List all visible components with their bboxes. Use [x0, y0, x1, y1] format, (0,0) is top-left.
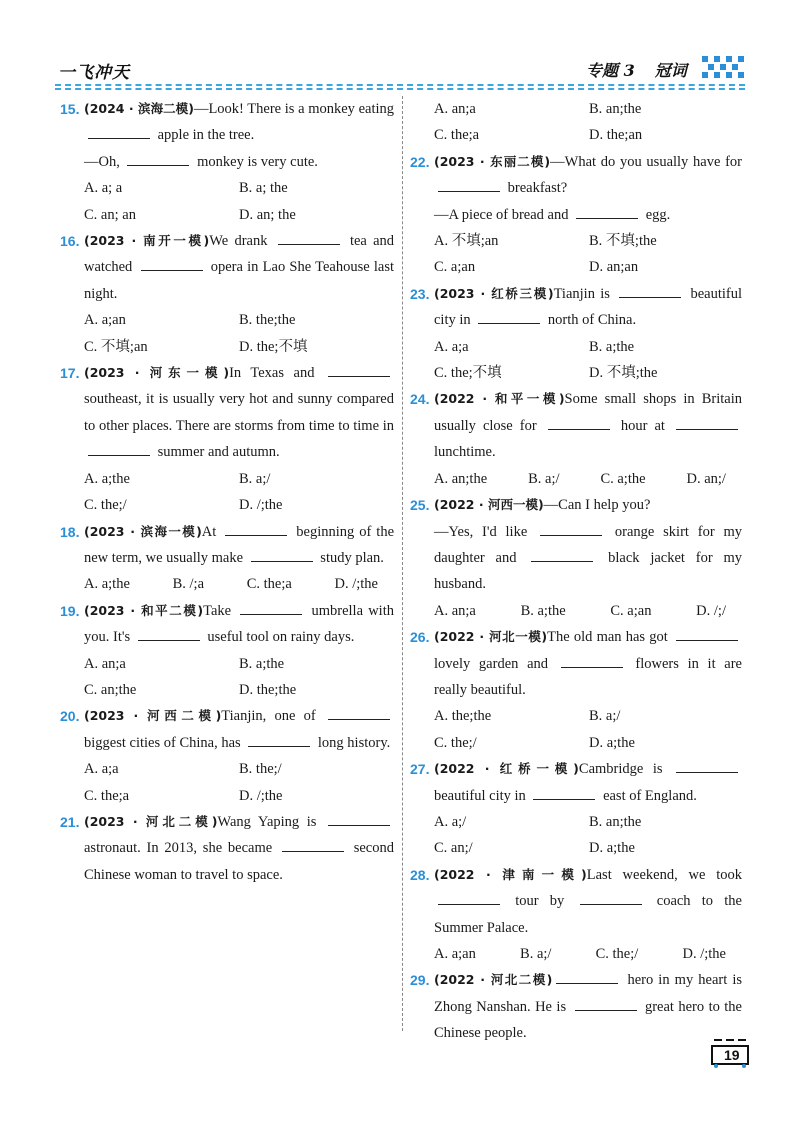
- option[interactable]: D. /;the: [239, 497, 283, 514]
- question-source: (2023 · 东丽二模): [434, 153, 551, 169]
- question: [60, 519, 394, 572]
- question-source: (2022 · 河北一模): [434, 629, 548, 645]
- question-text: egg.: [642, 206, 671, 223]
- question-text: Last weekend, we took: [586, 866, 742, 883]
- question-number: 25.: [410, 497, 430, 514]
- option[interactable]: C. the;不填: [434, 365, 502, 382]
- question: [410, 624, 742, 703]
- question-text: hero in my heart is Zhong Nanshan. He is: [434, 972, 742, 1015]
- option[interactable]: A. the;the: [434, 708, 492, 725]
- answer-blank[interactable]: [278, 230, 340, 245]
- question: [410, 386, 742, 465]
- answer-blank[interactable]: [141, 256, 203, 271]
- option[interactable]: D. 不填;the: [589, 365, 658, 382]
- option[interactable]: A. a;a: [84, 761, 119, 778]
- option[interactable]: A. a;the: [84, 576, 130, 593]
- option[interactable]: C. an; an: [84, 206, 136, 223]
- option[interactable]: C. a;an: [610, 602, 652, 619]
- answer-blank[interactable]: [575, 996, 637, 1011]
- topic-number: 专题 3: [586, 61, 635, 80]
- question-text: beginning of the new term, we usually make: [84, 523, 395, 566]
- question-source: (2023 · 河东一模): [84, 365, 230, 381]
- question-text: long history.: [314, 734, 391, 751]
- question-text: monkey is very cute.: [193, 153, 318, 170]
- answer-blank[interactable]: [548, 415, 610, 430]
- option[interactable]: B. an;the: [589, 813, 642, 830]
- options: [60, 466, 394, 519]
- question-text: north of China.: [544, 312, 637, 329]
- answer-blank[interactable]: [240, 600, 302, 615]
- option[interactable]: C. a;an: [434, 259, 476, 276]
- option[interactable]: B. a;the: [589, 338, 635, 355]
- option[interactable]: D. /;the: [239, 787, 283, 804]
- options: [410, 466, 742, 492]
- question-text: —Can I help you?: [543, 497, 651, 514]
- question-number: 20.: [60, 708, 80, 725]
- question-text: tea and watched: [84, 233, 395, 276]
- page-number: 19: [724, 1047, 740, 1063]
- question-source: (2024 · 滨海二模): [84, 101, 194, 116]
- option[interactable]: B. a;/: [520, 946, 552, 962]
- topic-name: 冠词: [654, 61, 687, 80]
- answer-blank[interactable]: [576, 204, 638, 219]
- answer-blank[interactable]: [676, 415, 738, 430]
- option[interactable]: A. an;the: [434, 470, 488, 487]
- header-rule: [55, 84, 745, 86]
- question-text: We drank: [209, 233, 274, 250]
- question: [410, 756, 742, 809]
- question: [410, 149, 742, 228]
- answer-blank[interactable]: [328, 811, 390, 826]
- options: [60, 571, 394, 597]
- option[interactable]: D. /;the: [682, 946, 726, 962]
- option[interactable]: C. 不填;an: [84, 338, 148, 355]
- option[interactable]: C. the;a: [434, 127, 480, 144]
- question: [410, 492, 742, 598]
- answer-blank[interactable]: [580, 890, 642, 905]
- option[interactable]: B. the;the: [239, 312, 296, 329]
- option[interactable]: D. a;the: [589, 734, 635, 751]
- question-text: tour by: [504, 893, 576, 910]
- answer-blank[interactable]: [88, 441, 150, 456]
- question: [60, 809, 394, 888]
- option[interactable]: C. the;/: [595, 946, 639, 962]
- question-source: (2022 · 河西一模): [434, 497, 544, 513]
- page-number-badge: [708, 1038, 752, 1068]
- option[interactable]: D. the;an: [589, 127, 643, 144]
- answer-blank[interactable]: [556, 969, 618, 984]
- question-number: 28.: [410, 866, 430, 883]
- option[interactable]: D. an;/: [686, 470, 726, 487]
- question: [410, 281, 742, 334]
- question: [410, 862, 742, 941]
- question-text: breakfast?: [504, 180, 568, 197]
- question-text: black jacket for my husband.: [434, 549, 742, 593]
- option[interactable]: A. a;the: [84, 470, 130, 487]
- question-text: —Oh,: [84, 153, 124, 170]
- question-source: (2023 · 和平二模): [84, 602, 204, 618]
- question-text: Tianjin, one of: [221, 708, 324, 725]
- topic-label: [586, 58, 687, 81]
- question-source: (2023 · 河北二模): [84, 813, 218, 829]
- question-text: umbrella with you. It's: [84, 602, 394, 646]
- question-number: 26.: [410, 629, 430, 646]
- question-text: apple in the tree.: [154, 127, 255, 144]
- page-header: [0, 0, 800, 100]
- question-text: At: [201, 523, 222, 540]
- option[interactable]: B. the;/: [239, 761, 282, 778]
- left-column: [60, 96, 394, 888]
- option[interactable]: A. a;an: [434, 946, 476, 962]
- option[interactable]: C. the;/: [84, 497, 127, 514]
- option[interactable]: B. an;the: [589, 101, 642, 117]
- right-column: [410, 96, 742, 1047]
- question-text: southeast, it is usually very hot and sunny compared to other places. There are storms from time to time in: [84, 391, 394, 434]
- option[interactable]: A. a;/: [434, 813, 467, 830]
- option[interactable]: C. an;/: [434, 840, 473, 857]
- answer-blank[interactable]: [328, 362, 390, 377]
- answer-blank[interactable]: [533, 785, 595, 800]
- answer-blank[interactable]: [225, 521, 287, 536]
- option[interactable]: A. a;an: [84, 312, 126, 329]
- question-text: The old man has got: [547, 629, 672, 646]
- question-source: (2023 · 滨海一模): [84, 523, 202, 539]
- answer-blank[interactable]: [561, 653, 623, 668]
- options: [410, 809, 742, 862]
- option[interactable]: A. a;a: [434, 338, 469, 355]
- question-text: orange skirt for my daughter and: [434, 523, 742, 566]
- question-text: opera in Lao She Teahouse last night.: [84, 259, 394, 302]
- options: [410, 598, 742, 624]
- question-number: 29.: [410, 972, 430, 989]
- question-number: 18.: [60, 523, 80, 540]
- question-text: great hero to the Chinese people.: [434, 998, 742, 1042]
- answer-blank[interactable]: [127, 151, 189, 166]
- option[interactable]: B. 不填;the: [589, 233, 657, 250]
- option[interactable]: A. a; a: [84, 180, 123, 197]
- question: [410, 967, 742, 1046]
- option[interactable]: D. /;the: [334, 576, 378, 593]
- option[interactable]: B. a; the: [239, 180, 288, 197]
- answer-blank[interactable]: [138, 626, 200, 641]
- question-text: Take: [203, 602, 237, 619]
- option[interactable]: D. /;/: [696, 602, 726, 619]
- answer-blank[interactable]: [438, 177, 500, 192]
- option[interactable]: A. an;a: [434, 602, 476, 619]
- question-text: Wang Yaping is: [217, 813, 325, 830]
- options: [60, 651, 394, 704]
- question-source: (2023 · 红桥三模): [434, 285, 554, 301]
- question-text: —Look! There is a monkey eating: [193, 101, 395, 117]
- option[interactable]: B. a;the: [520, 602, 566, 619]
- option[interactable]: D. a;the: [589, 840, 635, 857]
- question-text: lunchtime.: [434, 444, 496, 461]
- answer-blank[interactable]: [282, 837, 344, 852]
- answer-blank[interactable]: [531, 547, 593, 562]
- question-text: beautiful city in: [434, 285, 742, 329]
- option[interactable]: B. a;/: [528, 470, 560, 487]
- answer-blank[interactable]: [251, 547, 313, 562]
- column-divider: [402, 96, 403, 1031]
- question-number: 23.: [410, 285, 430, 302]
- question-text: east of England.: [599, 787, 697, 804]
- question-text: flowers in it are really beautiful.: [434, 655, 742, 698]
- question-number: 16.: [60, 233, 80, 250]
- option[interactable]: B. a;/: [239, 470, 271, 487]
- question-text: —A piece of bread and: [434, 206, 573, 223]
- question-text: coach to the Summer Palace.: [434, 893, 742, 936]
- question-text: summer and autumn.: [154, 444, 280, 461]
- question-source: (2022 · 津南一模): [434, 866, 587, 882]
- question-text: In Texas and: [229, 365, 324, 382]
- question-number: 19.: [60, 602, 80, 619]
- question-number: 24.: [410, 391, 430, 408]
- question-number: 27.: [410, 761, 430, 778]
- option[interactable]: C. the;a: [84, 787, 130, 804]
- option[interactable]: C. an;the: [84, 681, 137, 698]
- answer-blank[interactable]: [438, 890, 500, 905]
- question: [60, 360, 394, 466]
- options: [410, 941, 742, 967]
- question-source: (2023 · 南开一模): [84, 233, 210, 249]
- question-text: study plan.: [316, 549, 384, 566]
- options: [410, 228, 742, 281]
- option[interactable]: B. /;a: [172, 576, 205, 593]
- options: [410, 96, 742, 149]
- question-text: Some small shops in Britain usually close for: [434, 391, 742, 434]
- option[interactable]: A. 不填;an: [434, 233, 499, 250]
- question-text: useful tool on rainy days.: [203, 629, 355, 646]
- brand-title: 一飞冲天: [58, 63, 130, 83]
- question-text: beautiful city in: [434, 787, 530, 804]
- question-source: (2022 · 河北二模): [434, 972, 553, 988]
- option[interactable]: C. the;/: [434, 734, 477, 751]
- question-source: (2022 · 红桥一模): [434, 761, 579, 777]
- options: [60, 175, 394, 228]
- question-text: lovely garden and: [434, 655, 557, 672]
- question-text: Cambridge is: [578, 761, 672, 778]
- question-text: Tianjin is: [553, 285, 616, 302]
- answer-blank[interactable]: [676, 626, 738, 641]
- option[interactable]: D. an;an: [589, 259, 639, 276]
- question: [60, 96, 394, 175]
- question-source: (2022 · 和平一模): [434, 391, 565, 407]
- question-text: —Yes, I'd like: [434, 523, 537, 540]
- question-source: (2023 · 河西二模): [84, 708, 222, 724]
- answer-blank[interactable]: [619, 283, 681, 298]
- answer-blank[interactable]: [540, 521, 602, 536]
- options: [60, 756, 394, 809]
- question-text: biggest cities of China, has: [84, 734, 245, 751]
- answer-blank[interactable]: [328, 705, 390, 720]
- option[interactable]: C. a;the: [600, 470, 646, 487]
- question-number: 21.: [60, 813, 80, 830]
- question-number: 15.: [60, 101, 80, 117]
- question: [60, 228, 394, 307]
- answer-blank[interactable]: [676, 758, 738, 773]
- option[interactable]: D. the;the: [239, 681, 297, 698]
- question: [60, 703, 394, 756]
- option[interactable]: D. an; the: [239, 206, 296, 223]
- option[interactable]: A. an;a: [434, 101, 476, 117]
- option[interactable]: B. a;/: [589, 708, 621, 725]
- question-text: hour at: [613, 417, 672, 434]
- answer-blank[interactable]: [248, 732, 310, 747]
- answer-blank[interactable]: [88, 124, 150, 139]
- header-rule-2: [55, 88, 745, 90]
- option[interactable]: D. the;不填: [239, 338, 308, 355]
- question-text: —What do you usually have for: [550, 153, 742, 170]
- question-number: 17.: [60, 365, 80, 382]
- question-text: second Chinese woman to travel to space.: [84, 840, 394, 883]
- options: [410, 703, 742, 756]
- option[interactable]: C. the;a: [246, 576, 292, 593]
- options: [60, 307, 394, 360]
- answer-blank[interactable]: [478, 309, 540, 324]
- question-text: astronaut. In 2013, she became: [84, 840, 278, 857]
- option[interactable]: A. an;a: [84, 655, 126, 672]
- question-number: 22.: [410, 153, 430, 170]
- options: [410, 334, 742, 387]
- option[interactable]: B. a;the: [239, 655, 285, 672]
- question: [60, 598, 394, 651]
